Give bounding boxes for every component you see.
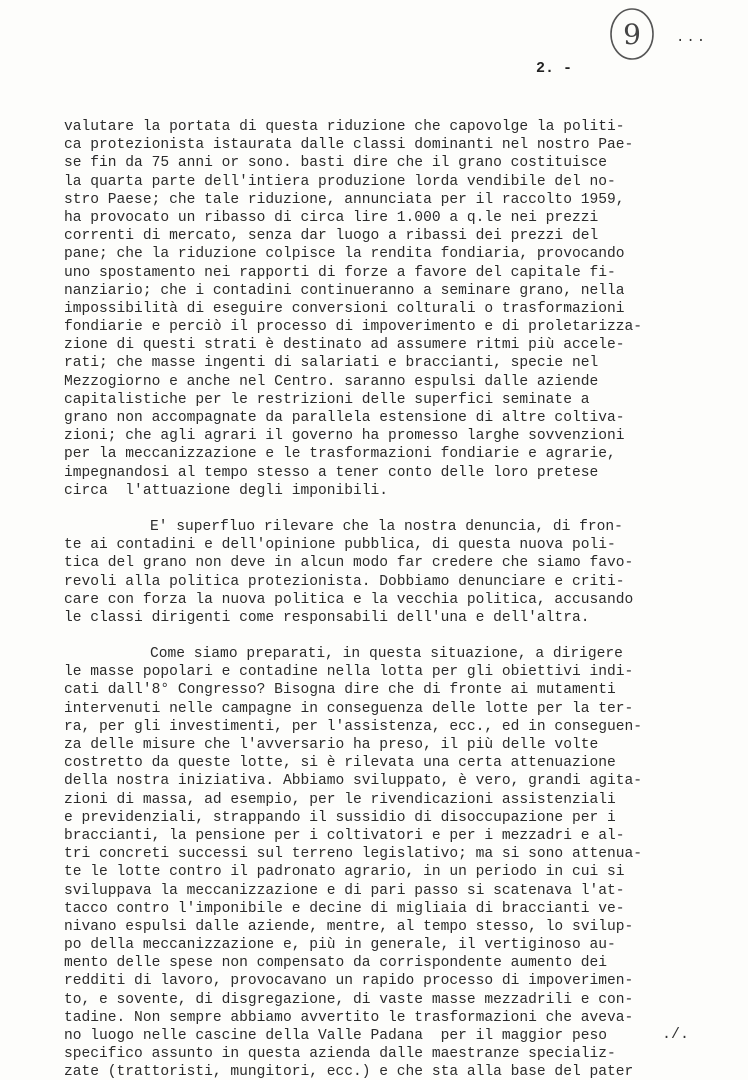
text-line: to, e sovente, di disgregazione, di vaste masse mezzadrili e con-: [64, 991, 634, 1008]
text-line: te le lotte contro il padronato agrario, in un periodo in cui si: [64, 864, 625, 881]
paragraph-gap: [64, 500, 714, 518]
text-line: sviluppava la meccanizzazione e di pari passo si scatenava l'at-: [64, 882, 625, 899]
text-line: za delle misure che l'avversario ha preso, il più delle volte: [64, 737, 599, 753]
text-line: impossibilità di eseguire conversioni colturali o trasformazioni: [64, 300, 625, 317]
header-ellipsis: ...: [676, 30, 708, 46]
text-line: intervenuti nelle campagne in conseguenza delle lotte per la ter-: [64, 700, 634, 717]
handwritten-circle-icon: [606, 4, 658, 62]
text-line: impegnandosi al tempo stesso a tener conto delle loro pretese: [64, 464, 599, 481]
page-number: 2. -: [536, 60, 573, 77]
text-line: Mezzogiorno e anche nel Centro. saranno espulsi dalle aziende: [64, 373, 599, 390]
text-line: nanziario; che i contadini continueranno a seminare grano, nella: [64, 282, 625, 299]
text-line: costretto da queste lotte, si è rilevata una certa attenuazione: [64, 755, 616, 772]
text-line: correnti di mercato, senza dar luogo a ribassi dei prezzi del: [64, 228, 599, 245]
body-text: [64, 118, 714, 1082]
paragraph-gap: [64, 627, 714, 645]
text-line: capitalistiche per le restrizioni delle superfici seminate a: [64, 391, 590, 408]
text-line: rati; che masse ingenti di salariati e braccianti, specie nel: [64, 355, 599, 372]
text-line: cati dall'8° Congresso? Bisogna dire che di fronte ai mutamenti: [64, 682, 616, 699]
text-line: e previdenziali, strappando il sussidio di disoccupazione per i: [64, 809, 616, 826]
text-line: care con forza la nuova politica e la vecchia politica, accusando: [64, 591, 634, 608]
text-line: grano non accompagnate da parallela estensione di altre coltiva-: [64, 410, 625, 426]
text-line: valutare la portata di questa riduzione che capovolge la politi-: [64, 119, 625, 135]
text-line: fondiarie e perciò il processo di impoverimento e di proletarizza-: [64, 319, 643, 336]
text-line: specifico assunto in questa azienda dalle maestranze specializ-: [64, 1046, 616, 1063]
text-line: circa l'attuazione degli imponibili.: [64, 482, 389, 499]
text-line: stro Paese; che tale riduzione, annunciata per il raccolto 1959,: [64, 191, 625, 208]
text-line: ha provocato un ribasso di circa lire 1.000 a q.le nei prezzi: [64, 209, 599, 226]
text-line: E' superfluo rilevare che la nostra denuncia, di fron-: [150, 518, 623, 535]
text-line: pane; che la riduzione colpisce la rendita fondiaria, provocando: [64, 246, 625, 263]
text-line: tadine. Non sempre abbiamo avvertito le trasformazioni che aveva-: [64, 1009, 634, 1026]
text-line: zione di questi strati è destinato ad assumere ritmi più accele-: [64, 337, 625, 354]
text-line: tacco contro l'imponibile e decine di migliaia di braccianti ve-: [64, 900, 625, 917]
continuation-mark: ./.: [662, 1026, 690, 1043]
text-line: no luogo nelle cascine della Valle Padana per il maggior peso: [64, 1028, 607, 1044]
text-line: le classi dirigenti come responsabili dell'una e dell'altra.: [64, 609, 590, 626]
paragraph: [64, 518, 714, 627]
text-line: zate (trattoristi, mungitori, ecc.) e che sta alla base del pater: [64, 1064, 634, 1081]
paragraph: [64, 645, 714, 1082]
text-line: se fin da 75 anni or sono. basti dire che il grano costituisce: [64, 155, 607, 172]
text-line: Come siamo preparati, in questa situazione, a dirigere: [150, 646, 623, 663]
text-line: tica del grano non deve in alcun modo far credere che siamo favo-: [64, 555, 634, 572]
text-line: la quarta parte dell'intiera produzione lorda vendibile del no-: [64, 173, 616, 190]
text-line: zioni di massa, ad esempio, per le rivendicazioni assistenziali: [64, 791, 616, 808]
text-line: redditi di lavoro, provocavano un rapido processo di impoverimen-: [64, 973, 634, 990]
text-line: te ai contadini e dell'opinione pubblica, di questa nuova poli-: [64, 537, 616, 554]
text-line: tri concreti successi sul terreno legislativo; ma si sono attenua-: [64, 846, 643, 863]
archive-page-number-mark: [606, 4, 658, 62]
text-line: revoli alla politica protezionista. Dobbiamo denunciare e criti-: [64, 573, 625, 590]
text-line: nivano espulsi dalle aziende, mentre, al tempo stesso, lo svilup-: [64, 918, 634, 935]
archive-number: 9: [623, 18, 641, 51]
text-line: po della meccanizzazione e, più in generale, il vertiginoso au-: [64, 937, 616, 954]
text-line: per la meccanizzazione e le trasformazioni fondiarie e agrarie,: [64, 446, 616, 463]
paragraph: [64, 118, 714, 500]
text-line: mento delle spese non compensato da corrispondente aumento dei: [64, 955, 607, 972]
text-line: ca protezionista istaurata dalle classi dominanti nel nostro Pae-: [64, 137, 634, 154]
text-line: ra, per gli investimenti, per l'assistenza, ecc., ed in conseguen-: [64, 718, 643, 735]
text-line: le masse popolari e contadine nella lotta per gli obiettivi indi-: [64, 664, 634, 681]
text-line: della nostra iniziativa. Abbiamo sviluppato, è vero, grandi agita-: [64, 773, 643, 790]
text-line: zioni; che agli agrari il governo ha promesso larghe sovvenzioni: [64, 428, 625, 445]
text-line: uno spostamento nei rapporti di forze a favore del capitale fi-: [64, 264, 616, 281]
text-line: braccianti, la pensione per i coltivatori e per i mezzadri e al-: [64, 827, 625, 844]
